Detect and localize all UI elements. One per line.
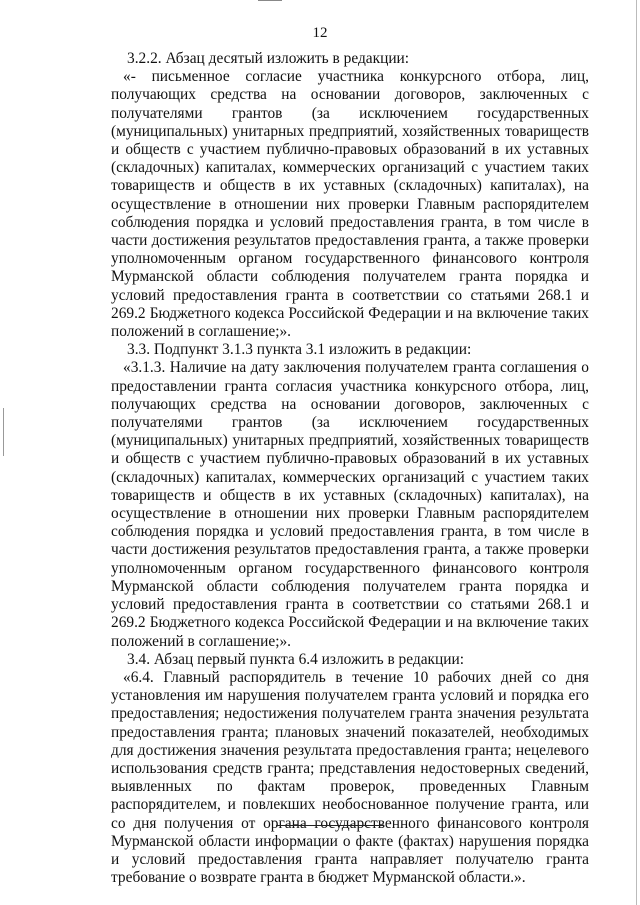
amendment-heading: 3.4. Абзац первый пункта 6.4 изложить в редакции: bbox=[127, 650, 464, 668]
amendment-heading: 3.2.2. Абзац десятый изложить в редакции: bbox=[127, 50, 410, 67]
amendment-heading: 3.3. Подпункт 3.1.3 пункта 3.1 изложить в редакции: bbox=[127, 341, 472, 359]
amendment-text: «6.4. Главный распорядитель в течение 10 рабочих дней со дня установления им нарушения получателем гранта условий и порядка его предоставления; недостижения получателем гранта значения результата предоставления гранта; плановых значений показателей, необходимых для достижения значения результата предоставления гранта; нецелевого использования средств гранта; представления недостоверных сведений, выявленных по фактам проверок, проведенных Главным распорядителем, и повлекших необоснованное получение гранта, или со дня получения от органа государственного финансового контроля Мурманской области информации о факте (фактах) нарушения порядка и условий предоставления гранта направляет получателю гранта требование о возврате гранта в бюджет Мурманской области.». bbox=[111, 668, 589, 887]
amendment-text: «- письменное согласие участника конкурсного отбора, лиц, получающих средства на основании договоров, заключенных с получателями грантов (за исключением государственных (муниципальных) унитарных предприятий, хозяйственных товариществ и обществ с участием публично-правовых образований в их уставных (складочных) капиталах, коммерческих организаций с участием таких товариществ и обществ в их уставных (складочных) капиталах), на осуществление в отношении них проверки Главным распорядителем соблюдения порядка и условий предоставления гранта, в том числе в части достижения результатов предоставления гранта, а также проверки уполномоченным органом государственного финансового контроля Мурманской области соблюдения получателем гранта порядка и условий предоставления гранта в соответствии со статьями 268.1 и 269.2 Бюджетного кодекса Российской Федерации и на включение таких положений в соглашение;». bbox=[111, 68, 589, 341]
amendment-text: «3.1.3. Наличие на дату заключения получателем гранта соглашения о предоставлении гранта согласия участника конкурсного отбора, лиц, получающих средства на основании договоров, заключенных с получателями грантов (за исключением государственных (муниципальных) унитарных предприятий, хозяйственных товариществ и обществ с участием публично-правовых образований в их уставных (складочных) капиталах, коммерческих организаций с участием таких товариществ и обществ в их уставных (складочных) капиталах), на осуществление в отношении них проверки Главным распорядителем соблюдения порядка и условий предоставления гранта, в том числе в части достижения результатов предоставления гранта, а также проверки уполномоченным органом государственного финансового контроля Мурманской области соблюдения получателем гранта порядка и условий предоставления гранта в соответствии со статьями 268.1 и 269.2 Бюджетного кодекса Российской Федерации и на включение таких положений в соглашение;». bbox=[111, 359, 589, 650]
page-number: 12 bbox=[312, 25, 328, 41]
scan-edge-mark bbox=[258, 0, 282, 1]
scan-edge-mark bbox=[636, 0, 637, 905]
document-body bbox=[111, 50, 589, 887]
end-divider bbox=[276, 825, 384, 826]
scan-edge-mark bbox=[3, 408, 4, 456]
